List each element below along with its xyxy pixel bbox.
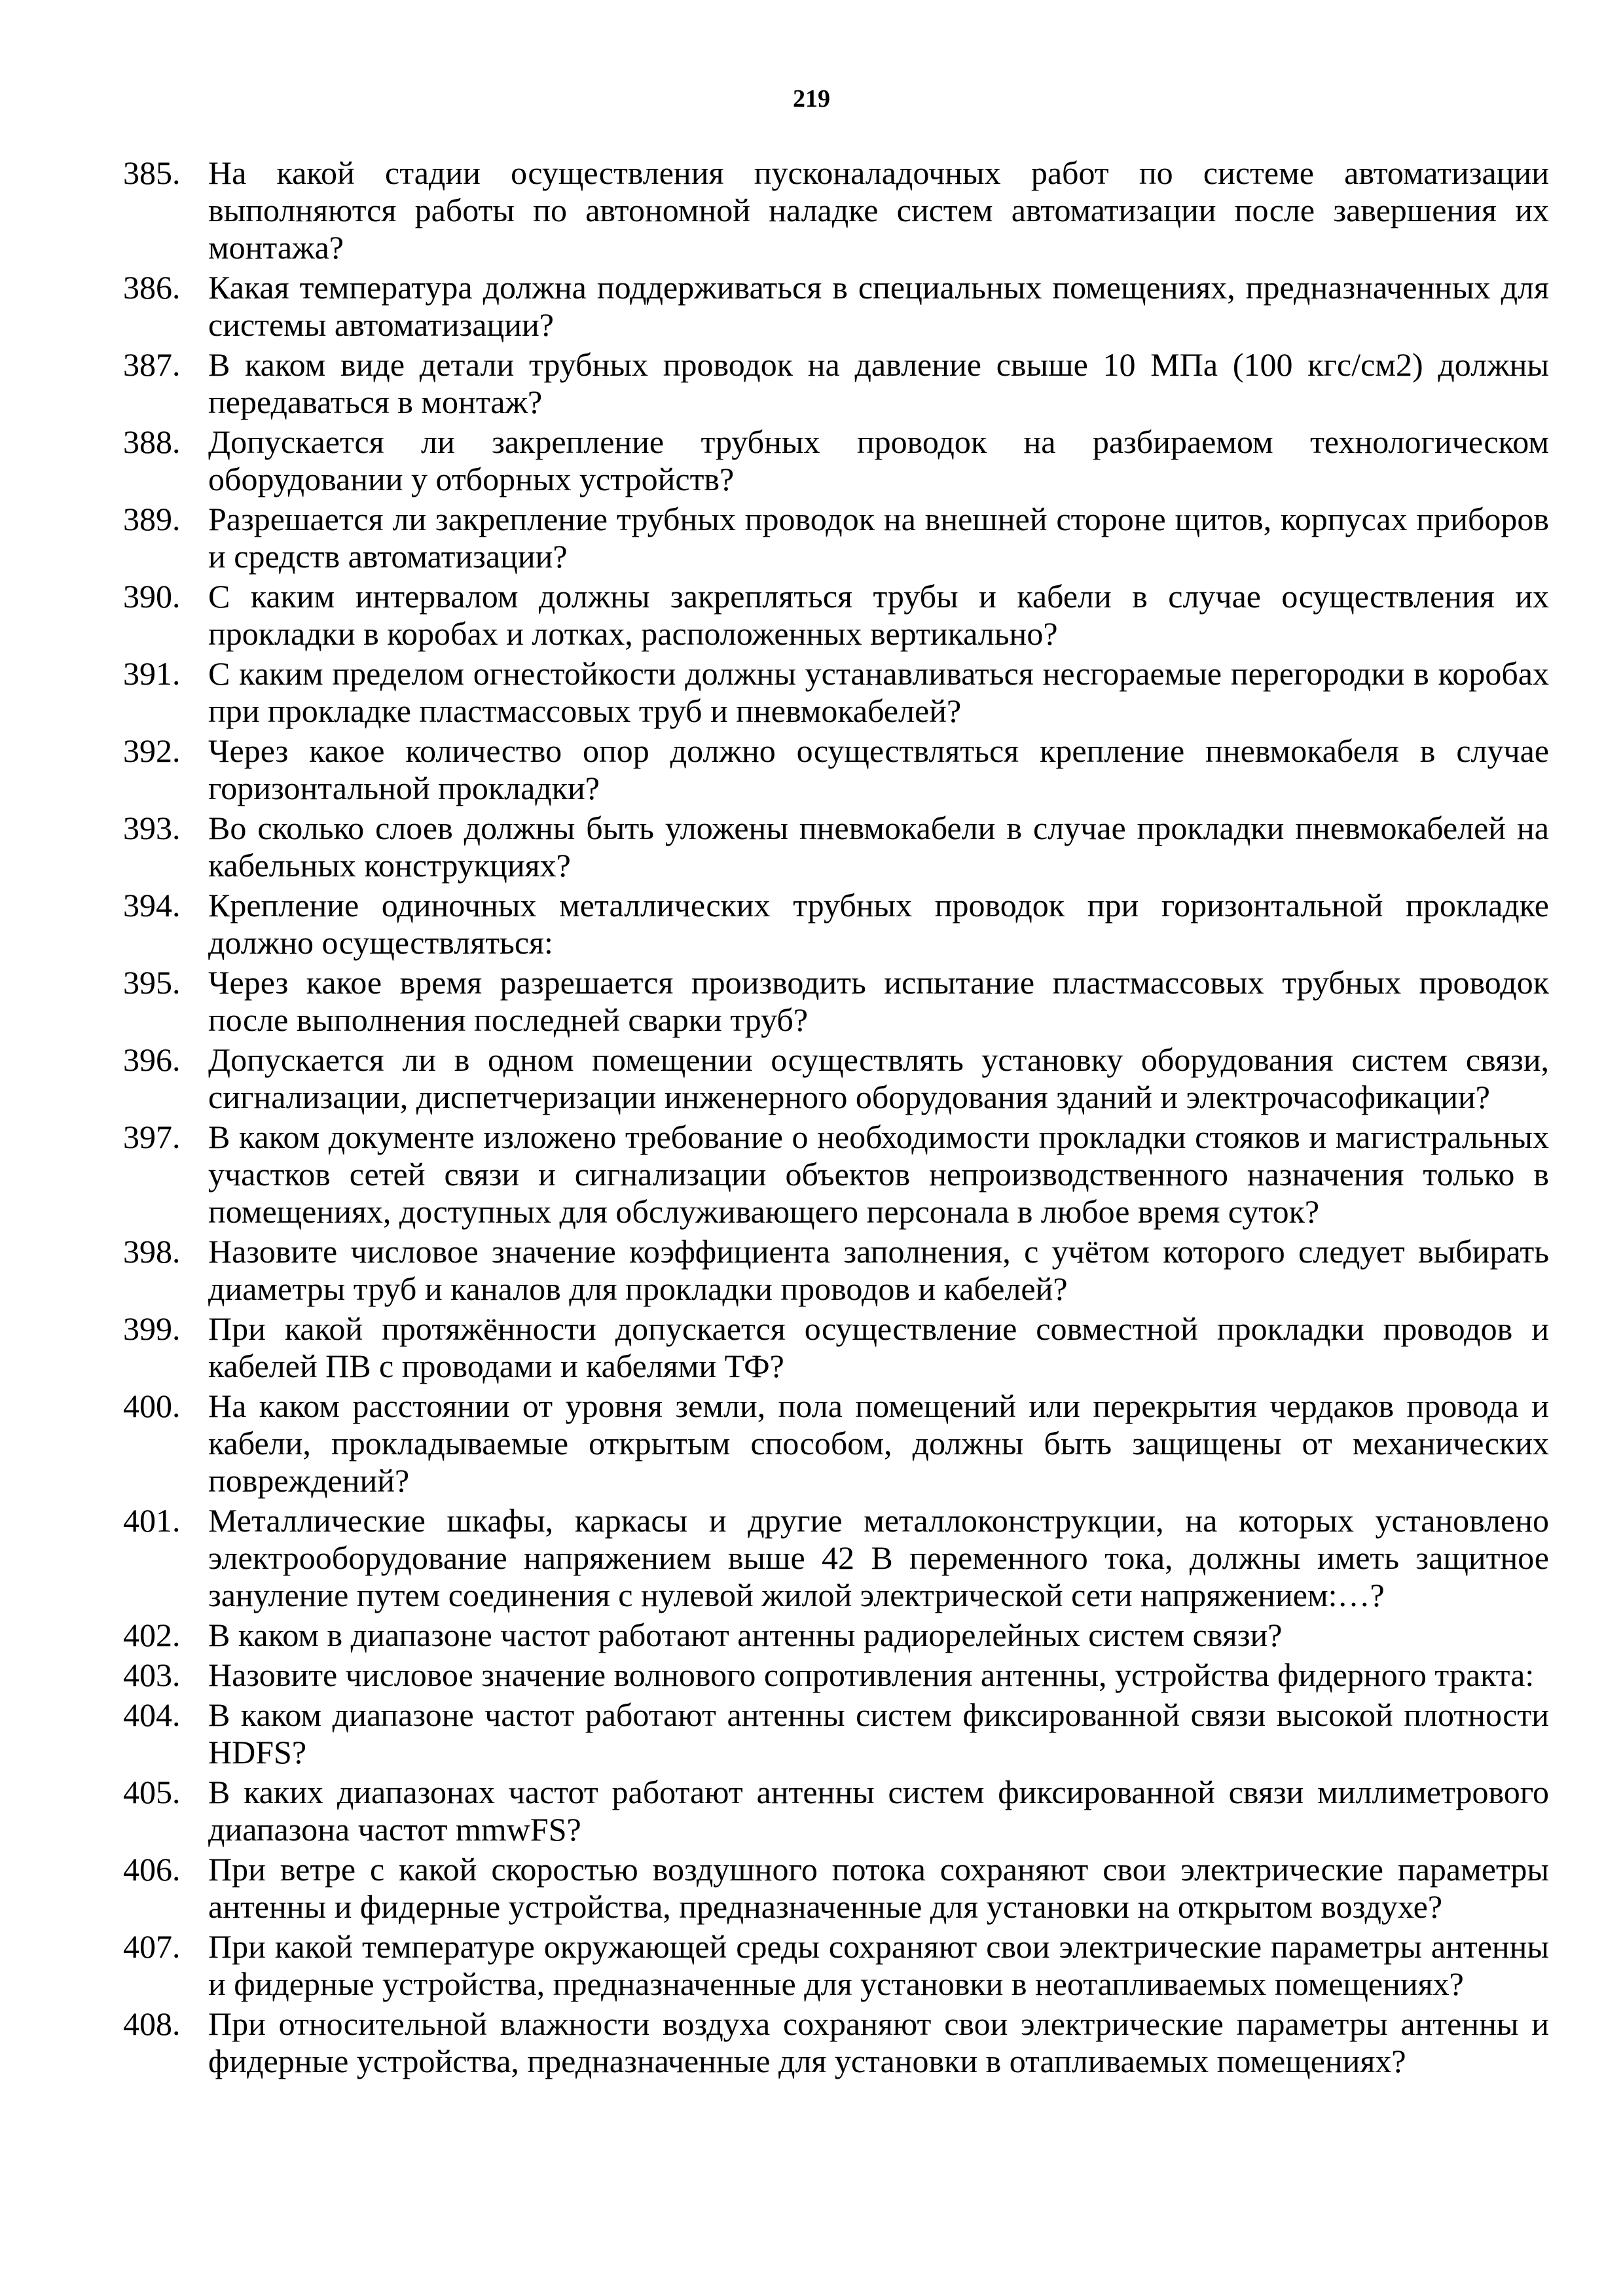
question-text: Во сколько слоев должны быть уложены пневмокабели в случае прокладки пневмокабелей на кабельных конструкциях? (208, 810, 1549, 884)
question-item (123, 2005, 1549, 2080)
question-text: Назовите числовое значение коэффициента заполнения, с учётом которого следует выбирать диаметры труб и каналов для прокладки проводов и кабелей? (208, 1233, 1549, 1307)
question-text: Через какое время разрешается производить испытание пластмассовых трубных проводок после выполнения последней сварки труб? (208, 964, 1549, 1038)
question-text: При ветре с какой скоростью воздушного потока сохраняют свои электрические параметры антенны и фидерные устройства, предназначенные для установки на открытом воздухе? (208, 1851, 1549, 1925)
question-number: 397. (123, 1119, 181, 1155)
question-text: В каких диапазонах частот работают антенны систем фиксированной связи миллиметрового диапазона частот mmwFS? (208, 1774, 1549, 1848)
question-number: 405. (123, 1774, 181, 1810)
question-item (123, 1041, 1549, 1116)
question-text: При относительной влажности воздуха сохраняют свои электрические параметры антенны и фидерные устройства, предназначенные для установки в отапливаемых помещениях? (208, 2005, 1549, 2079)
question-number: 385. (123, 154, 181, 191)
question-text: Допускается ли в одном помещении осуществлять установку оборудования систем связи, сигнализации, диспетчеризации инженерного оборудования зданий и электрочасофикации? (208, 1041, 1549, 1115)
question-item (123, 1851, 1549, 1926)
question-item (123, 269, 1549, 344)
question-text: Крепление одиночных металлических трубных проводок при горизонтальной прокладке должно осуществляться: (208, 887, 1549, 961)
question-text: При какой протяжённости допускается осуществление совместной прокладки проводов и кабелей ПВ с проводами и кабелями ТФ? (208, 1310, 1549, 1384)
question-text: На каком расстоянии от уровня земли, пола помещений или перекрытия чердаков провода и кабели, прокладываемые открытым способом, должны быть защищены от механических повреждений? (208, 1388, 1549, 1499)
question-number: 400. (123, 1388, 181, 1424)
question-number: 408. (123, 2005, 181, 2042)
question-text: В каком виде детали трубных проводок на давление свыше 10 МПа (100 кгс/см2) должны передаваться в монтаж? (208, 346, 1549, 420)
question-text: Назовите числовое значение волнового сопротивления антенны, устройства фидерного тракта: (208, 1657, 1535, 1693)
question-text: С каким интервалом должны закрепляться трубы и кабели в случае осуществления их прокладки в коробах и лотках, расположенных вертикально? (208, 578, 1549, 652)
question-item (123, 346, 1549, 421)
question-text: В каком диапазоне частот работают антенны систем фиксированной связи высокой плотности HDFS? (208, 1696, 1549, 1770)
page-number: 219 (793, 85, 830, 113)
question-item (123, 964, 1549, 1039)
question-number: 393. (123, 810, 181, 846)
question-text: Разрешается ли закрепление трубных проводок на внешней стороне щитов, корпусах приборов и средств автоматизации? (208, 501, 1549, 575)
question-item (123, 887, 1549, 961)
question-item (123, 1928, 1549, 2003)
question-item (123, 810, 1549, 884)
question-item (123, 1696, 1549, 1771)
question-item (123, 732, 1549, 807)
question-text: Через какое количество опор должно осуществляться крепление пневмокабеля в случае горизонтальной прокладки? (208, 732, 1549, 806)
question-number: 402. (123, 1617, 181, 1653)
question-text: В каком документе изложено требование о необходимости прокладки стояков и магистральных участков сетей связи и сигнализации объектов непроизводственного назначения только в помещениях, доступных для обслуживающего персонала в любое время суток? (208, 1119, 1549, 1230)
question-number: 389. (123, 501, 181, 537)
question-number: 407. (123, 1928, 181, 1965)
question-number: 396. (123, 1041, 181, 1078)
question-text: Допускается ли закрепление трубных проводок на разбираемом технологическом оборудовании у отборных устройств? (208, 423, 1549, 497)
question-number: 391. (123, 655, 181, 692)
question-text: При какой температуре окружающей среды сохраняют свои электрические параметры антенны и фидерные устройства, предназначенные для установки в неотапливаемых помещениях? (208, 1928, 1549, 2002)
question-number: 399. (123, 1310, 181, 1347)
question-text: С каким пределом огнестойкости должны устанавливаться несгораемые перегородки в коробах при прокладке пластмассовых труб и пневмокабелей? (208, 655, 1549, 729)
question-text: На какой стадии осуществления пусконаладочных работ по системе автоматизации выполняются работы по автономной наладке систем автоматизации после завершения их монтажа? (208, 154, 1549, 266)
question-item (123, 1119, 1549, 1230)
question-number: 394. (123, 887, 181, 924)
question-item (123, 1233, 1549, 1308)
question-item (123, 1502, 1549, 1614)
question-item (123, 423, 1549, 498)
question-item (123, 1388, 1549, 1499)
question-text: Какая температура должна поддерживаться в специальных помещениях, предназначенных для системы автоматизации? (208, 269, 1549, 343)
question-item (123, 1774, 1549, 1848)
question-number: 401. (123, 1502, 181, 1539)
question-number: 403. (123, 1657, 181, 1693)
question-number: 392. (123, 732, 181, 769)
question-number: 406. (123, 1851, 181, 1888)
question-item (123, 1617, 1549, 1654)
question-item (123, 655, 1549, 730)
question-item (123, 154, 1549, 266)
question-number: 390. (123, 578, 181, 615)
question-item (123, 501, 1549, 575)
question-number: 388. (123, 423, 181, 460)
question-text: В каком в диапазоне частот работают антенны радиорелейных систем связи? (208, 1617, 1283, 1653)
question-number: 387. (123, 346, 181, 383)
question-item (123, 1310, 1549, 1385)
question-number: 404. (123, 1696, 181, 1733)
question-number: 386. (123, 269, 181, 306)
question-item (123, 578, 1549, 653)
question-number: 395. (123, 964, 181, 1001)
question-item (123, 1657, 1549, 1694)
question-list (123, 154, 1549, 2083)
question-number: 398. (123, 1233, 181, 1270)
question-text: Металлические шкафы, каркасы и другие металлоконструкции, на которых установлено электрооборудование напряжением выше 42 В переменного тока, должны иметь защитное зануление путем соединения с нулевой жилой электрической сети напряжением:…? (208, 1502, 1549, 1613)
